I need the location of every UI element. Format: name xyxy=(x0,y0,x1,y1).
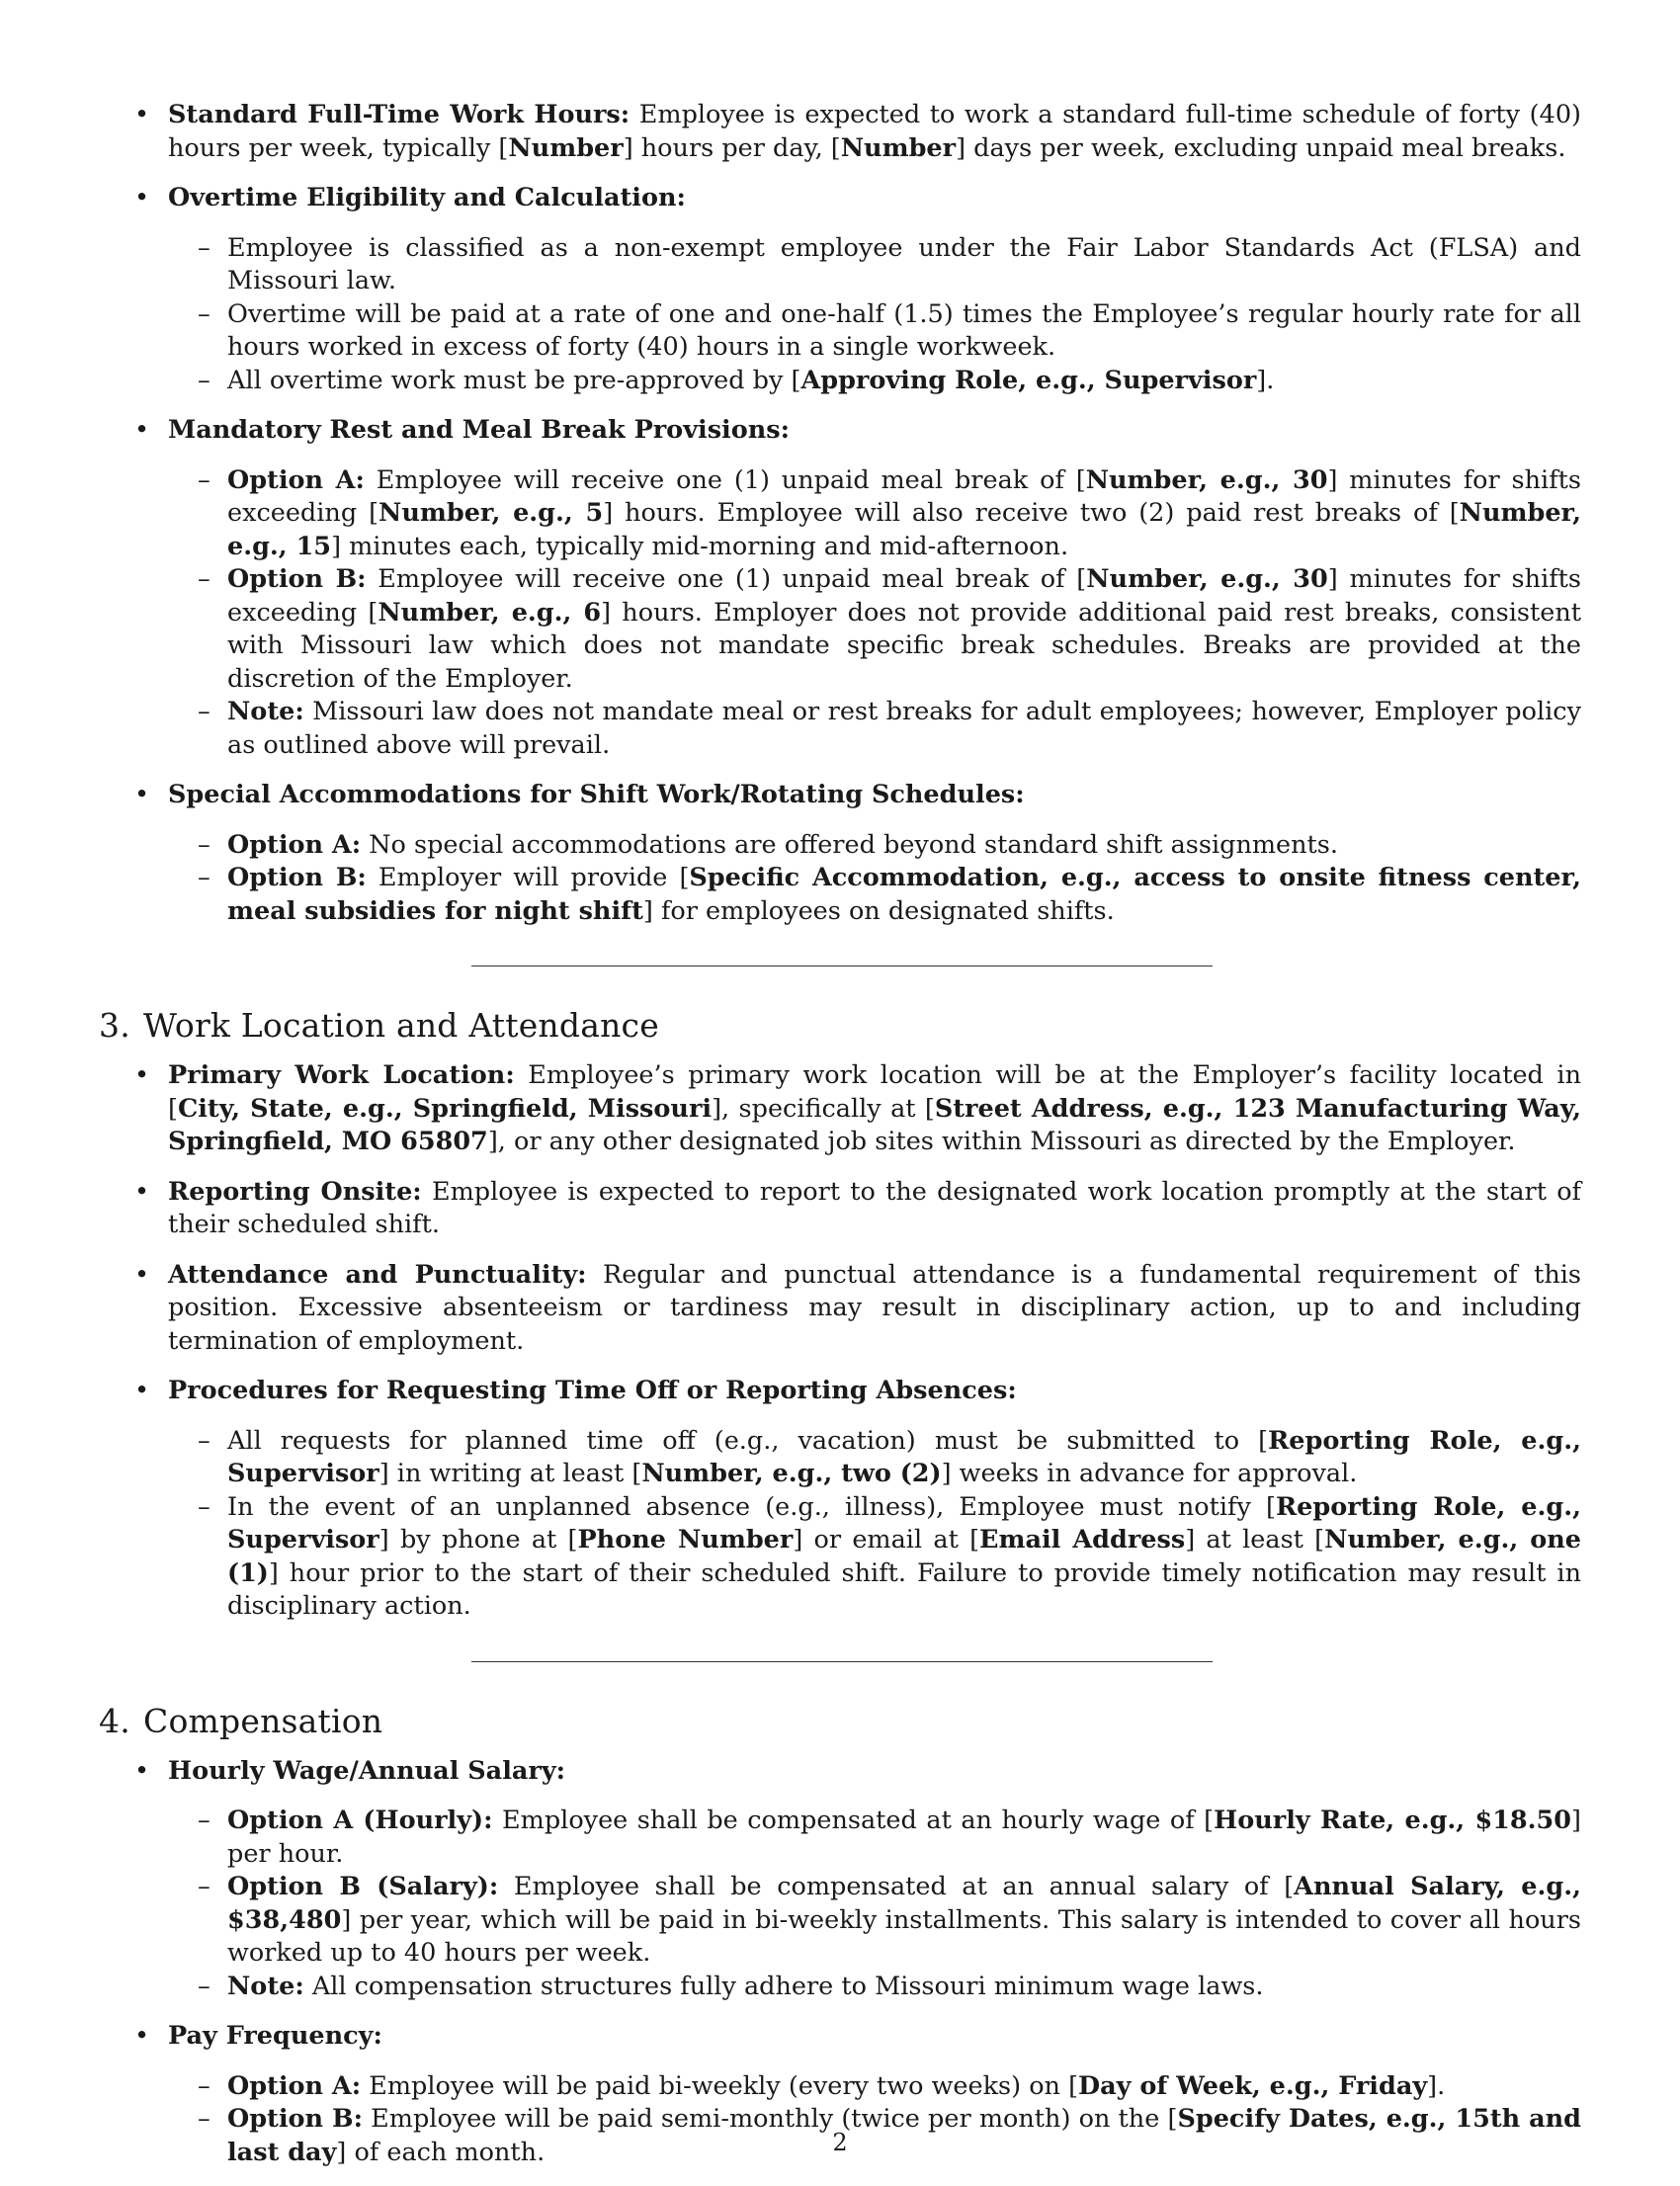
placeholder-field: Number, e.g., 6 xyxy=(378,597,602,628)
sub-item-text: All overtime work must be pre-approved by [ xyxy=(227,365,801,395)
sub-item xyxy=(168,696,1581,762)
item-label: Overtime Eligibility and Calculation: xyxy=(168,183,686,212)
dash-icon: – xyxy=(198,564,210,594)
placeholder-field: Reporting Role, e.g., Supervisor xyxy=(227,1491,1581,1555)
sub-item xyxy=(168,563,1581,696)
item-text: ], specifically at [ xyxy=(712,1093,935,1124)
dash-icon: – xyxy=(198,2104,210,2134)
list-item xyxy=(99,414,1581,762)
list-item xyxy=(99,779,1581,928)
sub-item-text: Overtime will be paid at a rate of one and one-half (1.5) times the Employee’s regular hourly rate for all hours worked in excess of forty (40) hours in a single workweek. xyxy=(227,298,1581,362)
placeholder-field: Reporting Role, e.g., Supervisor xyxy=(227,1425,1581,1488)
dash-icon: – xyxy=(198,1971,210,2001)
sub-item xyxy=(168,1871,1581,1971)
item-label: Reporting Onsite: xyxy=(168,1176,422,1207)
dash-icon: – xyxy=(198,365,210,395)
sub-list xyxy=(168,829,1581,929)
sub-item-text: ] at least [ xyxy=(1185,1525,1325,1555)
dash-icon: – xyxy=(198,829,210,860)
dash-icon: – xyxy=(198,2070,210,2101)
placeholder-field: Annual Salary, e.g., $38,480 xyxy=(227,1872,1581,1935)
sub-item-text: ] weeks in advance for approval. xyxy=(941,1459,1358,1488)
sub-item-text: No special accommodations are offered beyond standard shift assignments. xyxy=(361,829,1339,860)
placeholder-field: Number, e.g., one (1) xyxy=(227,1525,1582,1588)
sub-item-text: Employee will receive one (1) unpaid meal break of [ xyxy=(366,564,1087,594)
option-label: Option A: xyxy=(227,829,362,860)
sub-item-text: ] hour prior to the start of their scheduled shift. Failure to provide timely notification may result in disciplinary action. xyxy=(227,1557,1581,1621)
sub-item xyxy=(168,232,1581,298)
dash-icon: – xyxy=(198,1491,210,1522)
dash-icon: – xyxy=(198,863,210,892)
sub-item-text: ] per hour. xyxy=(227,1806,1581,1869)
bullet-icon: • xyxy=(134,1259,150,1290)
list-item xyxy=(99,182,1581,397)
sub-item xyxy=(168,829,1581,863)
list-item xyxy=(99,1375,1581,1624)
section-2-list xyxy=(99,99,1581,928)
section-3-list xyxy=(99,1059,1581,1624)
item-text: ] hours per day, [ xyxy=(623,132,841,163)
placeholder-field: Specific Accommodation, e.g., access to onsite fitness center, meal subsidies for night shift xyxy=(227,863,1581,926)
sub-item-text: ] hours. Employee will also receive two (2) paid rest breaks of [ xyxy=(603,498,1460,528)
list-item xyxy=(99,1059,1581,1159)
dash-icon: – xyxy=(198,232,210,263)
placeholder-field: Number xyxy=(508,132,624,163)
placeholder-field: Number, e.g., 15 xyxy=(227,498,1581,561)
sub-item-text: ] minutes for shifts exceeding [ xyxy=(227,464,1581,528)
dash-icon: – xyxy=(198,1872,210,1901)
note-label: Note: xyxy=(227,697,304,726)
section-number: 3. xyxy=(99,1006,130,1045)
section-heading xyxy=(99,1702,1581,1741)
sub-item-text: ] hours. Employer does not provide additional paid rest breaks, consistent with Missouri law which does not mandate specific break schedules. Breaks are provided at the discretion of the Employer. xyxy=(227,597,1581,694)
dash-icon: – xyxy=(198,298,210,329)
option-label: Option A (Hourly): xyxy=(227,1806,493,1835)
sub-item xyxy=(168,1425,1581,1491)
section-divider xyxy=(471,1661,1213,1662)
item-text: Employee’s primary work location will be at the Employer’s facility located in [ xyxy=(168,1060,1581,1124)
dash-icon: – xyxy=(198,1425,210,1456)
sub-item-text: ] in writing at least [ xyxy=(378,1459,642,1488)
item-text: Regular and punctual attendance is a fundamental requirement of this position. Excessive absenteeism or tardiness may result in disciplinary action, up to and including termination of employment. xyxy=(168,1259,1581,1356)
sub-item-text: Employee will be paid bi-weekly (every two weeks) on [ xyxy=(361,2070,1079,2101)
list-item xyxy=(99,1755,1581,2004)
sub-item-text: ]. xyxy=(1256,365,1275,395)
option-label: Option A: xyxy=(227,2070,362,2101)
sub-item xyxy=(168,464,1581,564)
placeholder-field: Number, e.g., 5 xyxy=(378,498,604,528)
dash-icon: – xyxy=(198,697,210,726)
item-label: Standard Full-Time Work Hours: xyxy=(168,100,630,129)
item-label: Mandatory Rest and Meal Break Provisions: xyxy=(168,415,791,445)
sub-item xyxy=(168,2070,1581,2104)
section-divider xyxy=(471,966,1213,967)
page-number: 2 xyxy=(832,2129,848,2156)
sub-item-text: Employee shall be compensated at an annual salary of [ xyxy=(498,1872,1295,1901)
item-label: Attendance and Punctuality: xyxy=(168,1259,587,1290)
item-label: Pay Frequency: xyxy=(168,2021,382,2051)
bullet-icon: • xyxy=(134,1176,150,1207)
sub-item-text: All compensation structures fully adhere to Missouri minimum wage laws. xyxy=(303,1971,1264,2001)
note-label: Note: xyxy=(227,1971,304,2001)
placeholder-field: Number, e.g., two (2) xyxy=(641,1459,942,1488)
sub-item xyxy=(168,1971,1581,2004)
placeholder-field: Street Address, e.g., 123 Manufacturing Way, Springfield, MO 65807 xyxy=(168,1093,1581,1156)
sub-item-text: Employee is classified as a non-exempt employee under the Fair Labor Standards Act (FLSA) and Missouri law. xyxy=(227,232,1581,295)
sub-item-text: ] minutes each, typically mid-morning and mid-afternoon. xyxy=(331,531,1069,561)
sub-item-text: All requests for planned time off (e.g., vacation) must be submitted to [ xyxy=(227,1425,1269,1456)
item-text: Employee is expected to work a standard full-time schedule of forty (40) hours per week, typically [ xyxy=(168,100,1581,163)
sub-item xyxy=(168,1491,1581,1624)
sub-list xyxy=(168,464,1581,763)
sub-item-text: In the event of an unplanned absence (e.g., illness), Employee must notify [ xyxy=(227,1491,1276,1522)
item-label: Procedures for Requesting Time Off or Reporting Absences: xyxy=(168,1376,1017,1405)
sub-item-text: ] or email at [ xyxy=(793,1525,980,1555)
section-4-list xyxy=(99,1755,1581,2170)
sub-list xyxy=(168,1805,1581,2003)
list-item xyxy=(99,1259,1581,1359)
sub-item-text: Employee will be paid semi-monthly (twice per month) on the [ xyxy=(362,2104,1178,2134)
dash-icon: – xyxy=(198,464,210,495)
sub-item-text: ] by phone at [ xyxy=(378,1525,578,1555)
placeholder-field: Approving Role, e.g., Supervisor xyxy=(800,365,1257,395)
sub-item-text: ] per year, which will be paid in bi-weekly installments. This salary is intended to cover all hours worked up to 40 hours per week. xyxy=(227,1904,1581,1968)
bullet-icon: • xyxy=(134,1755,150,1786)
bullet-icon: • xyxy=(134,1376,150,1405)
item-text: Employee is expected to report to the designated work location promptly at the start of their scheduled shift. xyxy=(168,1176,1581,1239)
sub-item-text: ] for employees on designated shifts. xyxy=(642,895,1115,926)
sub-item-text: Missouri law does not mandate meal or rest breaks for adult employees; however, Employer policy as outlined above will prevail. xyxy=(227,697,1581,760)
list-item xyxy=(99,99,1581,165)
placeholder-field: Phone Number xyxy=(577,1525,794,1555)
sub-item-text: Employee will receive one (1) unpaid meal break of [ xyxy=(364,464,1086,495)
bullet-icon: • xyxy=(134,780,150,809)
option-label: Option B: xyxy=(227,564,367,594)
placeholder-field: Number, e.g., 30 xyxy=(1085,464,1328,495)
bullet-icon: • xyxy=(134,1060,150,1090)
bullet-icon: • xyxy=(134,415,150,445)
placeholder-field: Hourly Rate, e.g., $18.50 xyxy=(1214,1806,1572,1835)
bullet-icon: • xyxy=(134,2021,150,2051)
item-text: ] days per week, excluding unpaid meal breaks. xyxy=(956,132,1566,163)
section-heading xyxy=(99,1006,1581,1046)
placeholder-field: Specify Dates, e.g., 15th and last day xyxy=(227,2104,1581,2167)
sub-item xyxy=(168,862,1581,928)
placeholder-field: City, State, e.g., Springfield, Missouri xyxy=(177,1093,713,1124)
sub-item xyxy=(168,1805,1581,1871)
sub-item-text: Employee shall be compensated at an hourly wage of [ xyxy=(492,1806,1215,1835)
item-label: Primary Work Location: xyxy=(168,1060,515,1090)
placeholder-field: Number xyxy=(840,132,957,163)
option-label: Option B: xyxy=(227,2104,363,2134)
item-label: Special Accommodations for Shift Work/Rotating Schedules: xyxy=(168,780,1025,809)
section-title: Compensation xyxy=(143,1701,383,1740)
section-number: 4. xyxy=(99,1701,130,1740)
sub-item xyxy=(168,298,1581,365)
page-content xyxy=(99,99,1581,2186)
dash-icon: – xyxy=(198,1806,210,1835)
bullet-icon: • xyxy=(134,183,150,212)
placeholder-field: Email Address xyxy=(979,1525,1186,1555)
sub-item-text: ] of each month. xyxy=(336,2137,546,2167)
item-text: ], or any other designated job sites within Missouri as directed by the Employer. xyxy=(487,1127,1516,1156)
item-label: Hourly Wage/Annual Salary: xyxy=(168,1755,566,1786)
placeholder-field: Number, e.g., 30 xyxy=(1086,564,1328,594)
option-label: Option B (Salary): xyxy=(227,1872,499,1901)
sub-item-text: ]. xyxy=(1427,2070,1446,2101)
bullet-icon: • xyxy=(134,100,150,129)
placeholder-field: Day of Week, e.g., Friday xyxy=(1078,2070,1428,2101)
sub-list xyxy=(168,232,1581,398)
sub-item xyxy=(168,365,1581,398)
sub-item-text: Employer will provide [ xyxy=(366,863,690,892)
option-label: Option A: xyxy=(227,464,365,495)
section-title: Work Location and Attendance xyxy=(143,1006,659,1045)
sub-list xyxy=(168,1425,1581,1624)
option-label: Option B: xyxy=(227,863,367,892)
sub-item-text: ] minutes for shifts exceeding [ xyxy=(227,564,1581,628)
list-item xyxy=(99,1176,1581,1242)
